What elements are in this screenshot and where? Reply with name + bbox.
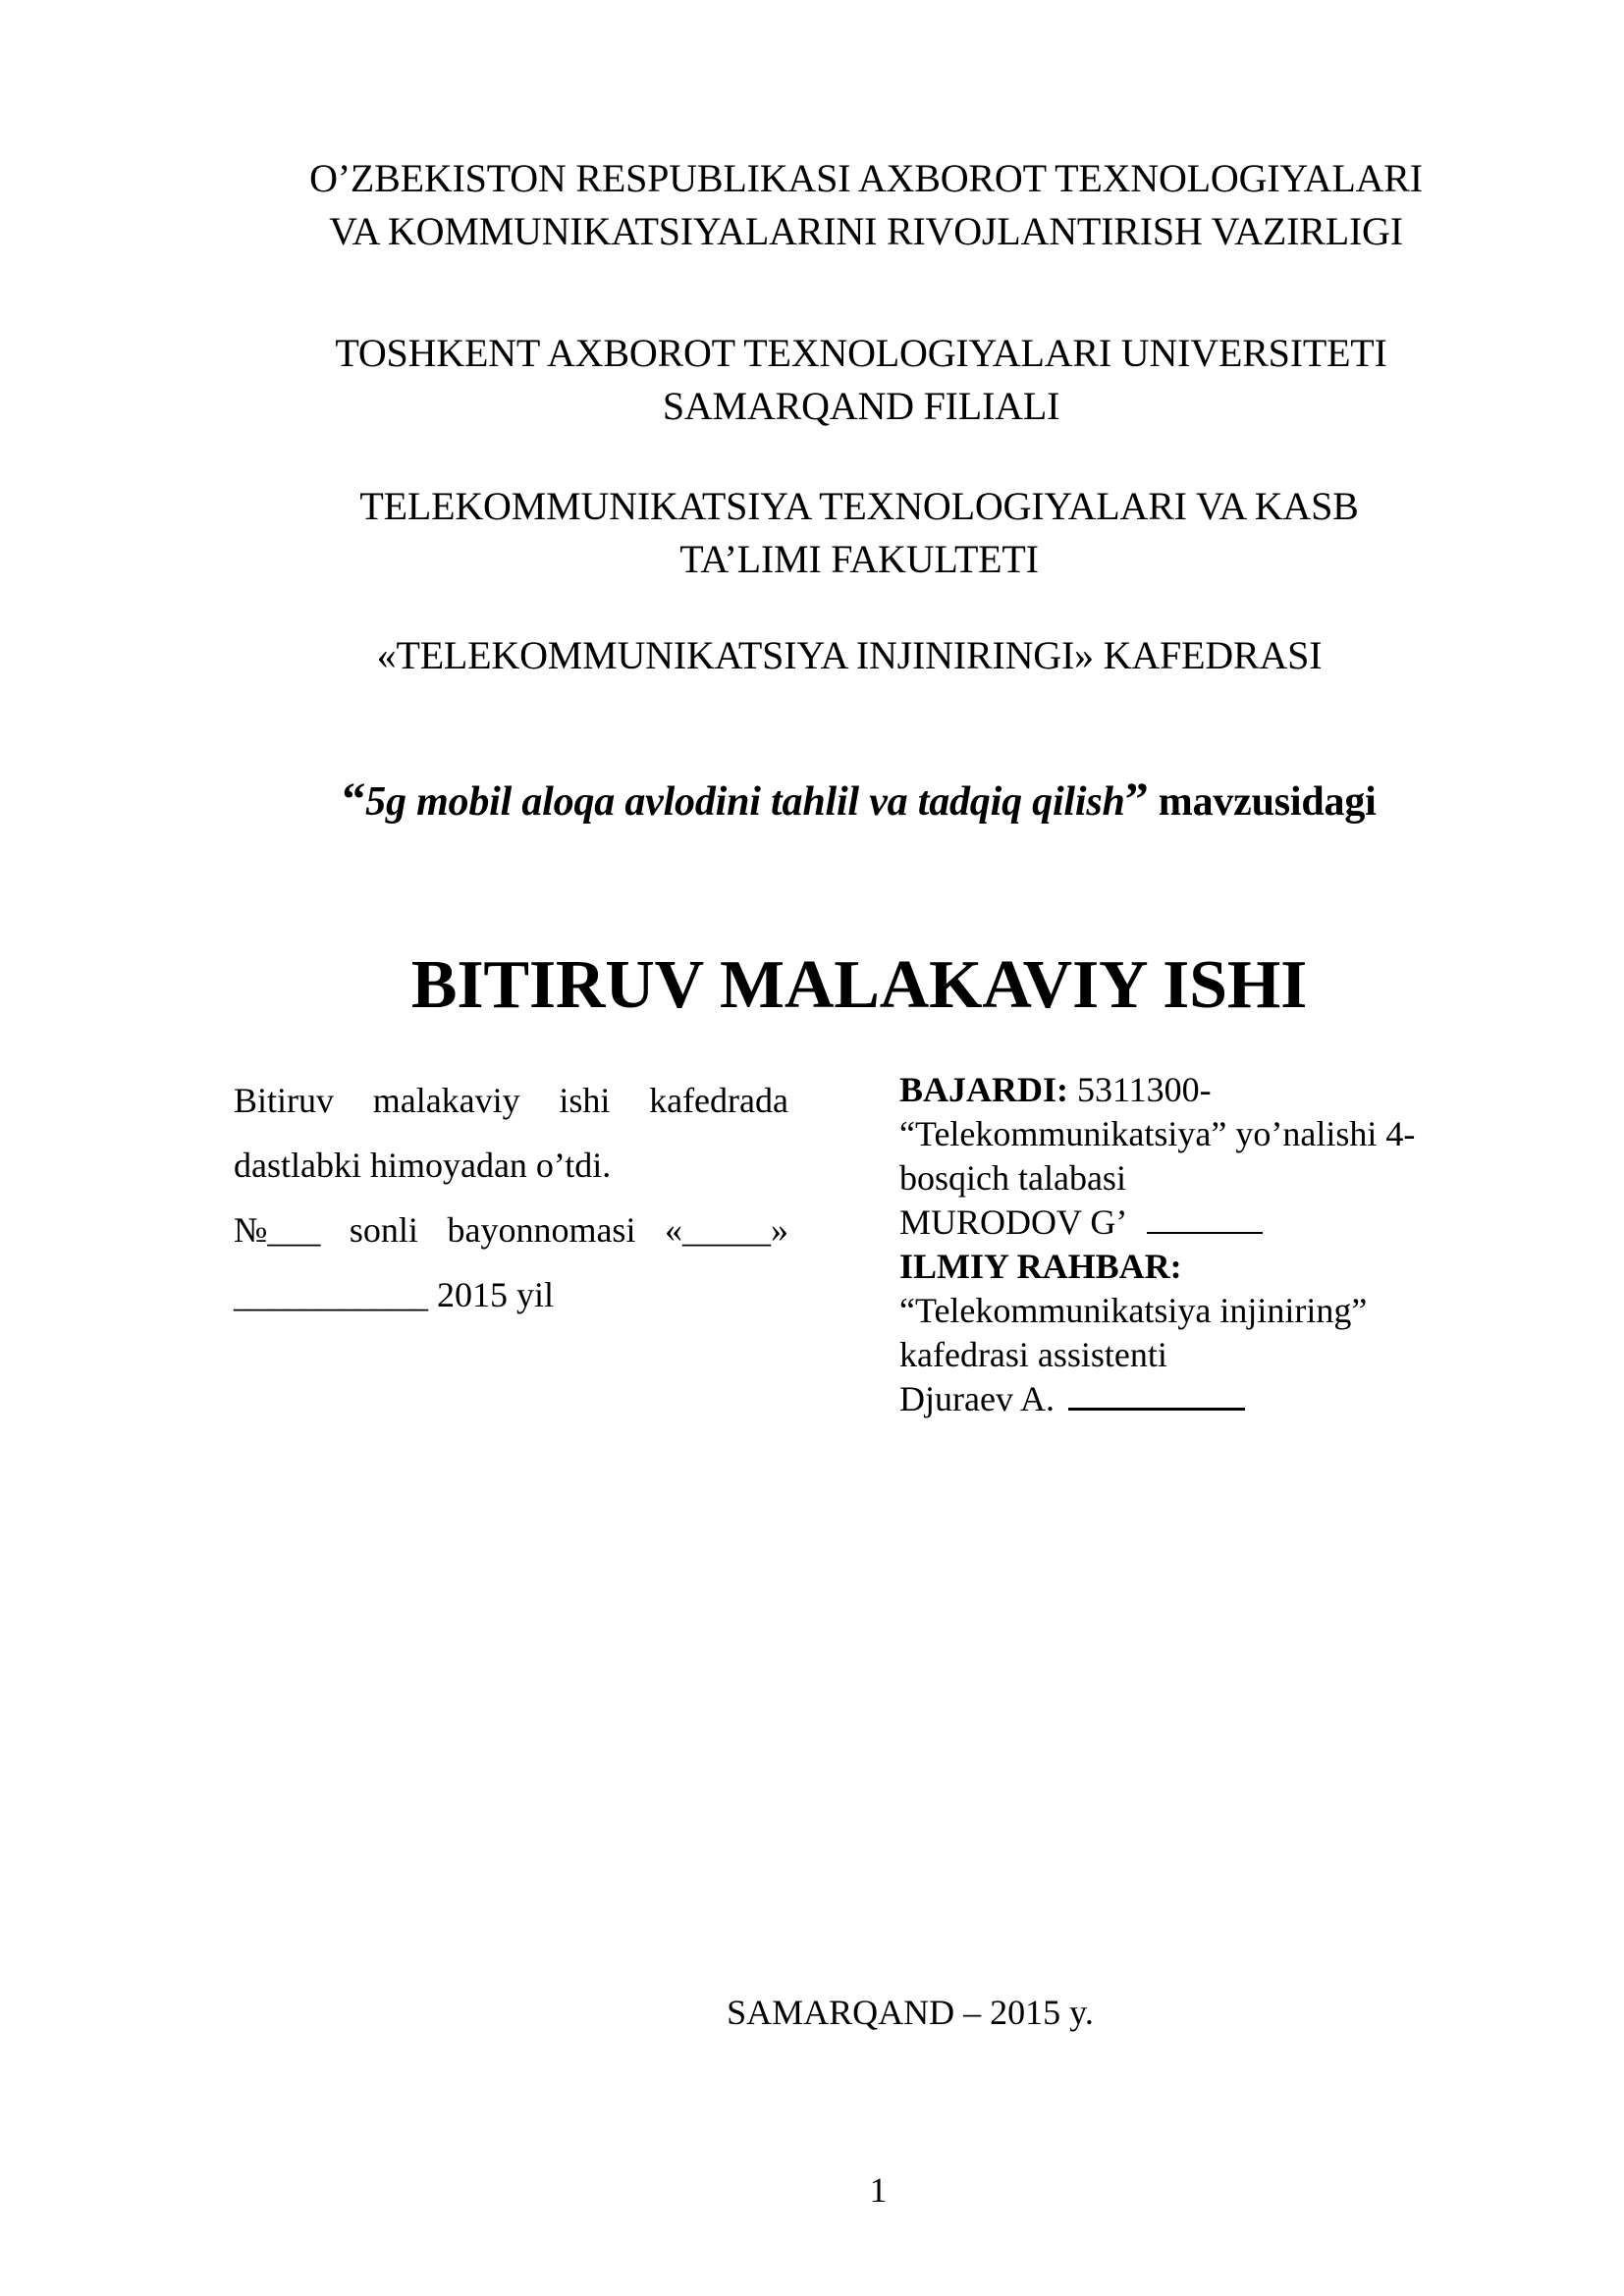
defense-note-word: ishi [559,1081,611,1120]
topic-line [47,774,1624,828]
document-type-title [47,944,1624,1027]
signatures-block [899,1068,1489,1421]
performer-label: BAJARDI: [899,1070,1069,1109]
performer-name-line [899,1201,1489,1245]
performer-signature-line [1147,1202,1263,1234]
ministry-line-1: O’ZBEKISTON RESPUBLIKASI AXBOROT TEXNOLOGIYALARI [309,156,1423,200]
defense-note-line-4 [234,1262,788,1327]
defense-note-word: malakaviy [372,1081,520,1120]
faculty-heading [47,480,1624,586]
supervisor-line-2: “Telekommunikatsiya injiniring” [899,1291,1368,1330]
defense-note-line-2 [234,1133,788,1198]
supervisor-label: ILMIY RAHBAR: [899,1247,1182,1286]
supervisor-name: Djuraev A. [899,1379,1055,1418]
university-heading [49,327,1624,433]
defense-note-line-1 [234,1068,788,1133]
topic-suffix: mavzusidagi [1148,779,1377,825]
department-line: «TELEKOMMUNIKATSIYA INJINIRINGI» KAFEDRASI [376,633,1323,677]
protocol-year: 2015 yil [428,1275,555,1314]
document-type-text: BITIRUV MALAKAVIY ISHI [410,947,1308,1023]
defense-note-word: bayonnomasi [447,1210,636,1250]
defense-note-line-3 [234,1198,788,1262]
department-heading [37,629,1624,682]
protocol-month-field: ___________ [234,1275,428,1314]
thesis-topic [47,774,1624,828]
university-line-2: SAMARQAND FILIALI [662,384,1060,428]
topic-open-quote: “ [342,774,366,826]
performer-code: 5311300- [1068,1070,1212,1109]
performer-line-3: bosqich talabasi [899,1158,1126,1198]
university-line-1: TOSHKENT AXBOROT TEXNOLOGIYALARI UNIVERSITETI [335,331,1387,375]
defense-note-word: sonli [349,1210,418,1250]
ministry-line-2: VA KOMMUNIKATSIYALARINI RIVOJLANTIRISH VAZIRLIGI [329,209,1403,253]
defense-note-text: dastlabki himoyadan o’tdi. [234,1146,612,1185]
faculty-line-1: TELEKOMMUNIKATSIYA TEXNOLOGIYALARI VA KASB [359,484,1359,528]
faculty-line-2: TA’LIMI FAKULTETI [679,537,1039,581]
topic-title: 5g mobil aloqa avlodini tahlil va tadqiq qilish [365,779,1125,825]
defense-note-word: Bitiruv [234,1081,335,1120]
ministry-heading [54,152,1624,258]
supervisor-line-3: kafedrasi assistenti [899,1335,1167,1374]
supervisor-line-1 [899,1245,1489,1289]
performer-line-2: “Telekommunikatsiya” yo’nalishi 4- [899,1114,1416,1153]
topic-close-quote: ” [1124,774,1149,826]
defense-note-word: kafedrada [649,1081,788,1120]
protocol-date-field: «_____» [665,1210,788,1250]
performer-name: MURODOV G’ [899,1202,1128,1242]
protocol-number-field: №___ [234,1210,321,1250]
performer-line-1 [899,1068,1489,1112]
supervisor-signature-line [1068,1378,1245,1411]
defense-note [234,1068,788,1327]
city-year: SAMARQAND – 2015 y. [727,1993,1094,2032]
supervisor-name-line [899,1377,1489,1421]
page-number: 1 [869,2170,888,2210]
